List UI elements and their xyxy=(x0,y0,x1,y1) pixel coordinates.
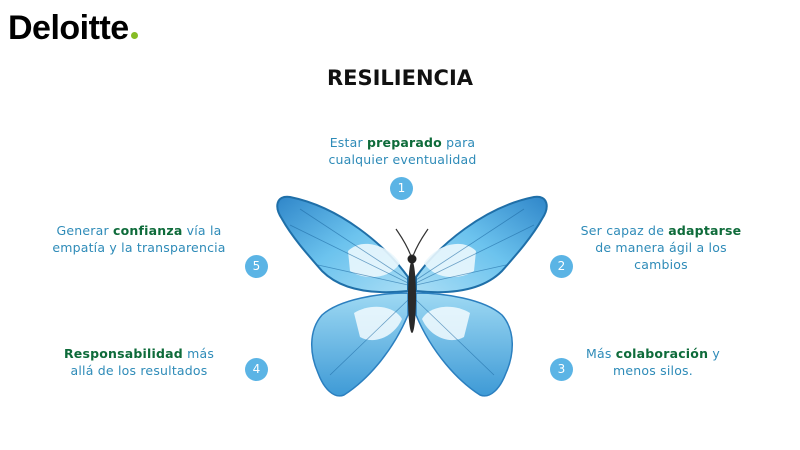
item-4-keyword: Responsabilidad xyxy=(63,346,183,361)
item-2-text xyxy=(572,222,750,273)
deloitte-logo xyxy=(8,8,138,48)
logo-text: Deloitte xyxy=(8,9,129,47)
item-1-suffix: para cualquier eventualidad xyxy=(328,135,477,167)
butterfly-icon xyxy=(270,185,555,410)
item-2-suffix: de manera ágil a los cambios xyxy=(595,240,727,272)
item-1-badge: 1 xyxy=(390,177,413,200)
left-upper-wing xyxy=(277,197,408,292)
left-lower-wing xyxy=(312,293,408,396)
right-upper-wing xyxy=(416,197,547,292)
right-lower-wing xyxy=(416,293,512,396)
item-3-suffix: y menos silos. xyxy=(613,346,720,378)
item-2-prefix: Ser capaz de xyxy=(580,223,669,238)
item-5-text xyxy=(48,222,230,256)
item-1-text xyxy=(300,134,505,168)
item-3-prefix: Más xyxy=(586,346,616,361)
item-1-keyword: preparado xyxy=(367,135,442,150)
item-5-prefix: Generar xyxy=(56,223,114,238)
item-3-keyword: colaboración xyxy=(615,346,709,361)
item-4-suffix: más allá de los resultados xyxy=(70,346,215,378)
item-2-keyword: adaptarse xyxy=(668,223,742,238)
butterfly-body xyxy=(408,261,416,333)
item-5-suffix: vía la empatía y la transparencia xyxy=(52,223,226,255)
item-1-prefix: Estar xyxy=(329,135,367,150)
logo-dot xyxy=(131,32,138,39)
item-3-badge: 3 xyxy=(550,358,573,381)
item-4-badge: 4 xyxy=(245,358,268,381)
slide-title: RESILIENCIA xyxy=(326,66,474,90)
item-5-badge: 5 xyxy=(245,255,268,278)
item-3-text xyxy=(578,345,728,379)
item-4-text xyxy=(55,345,223,379)
item-5-keyword: confianza xyxy=(113,223,183,238)
item-2-badge: 2 xyxy=(550,255,573,278)
